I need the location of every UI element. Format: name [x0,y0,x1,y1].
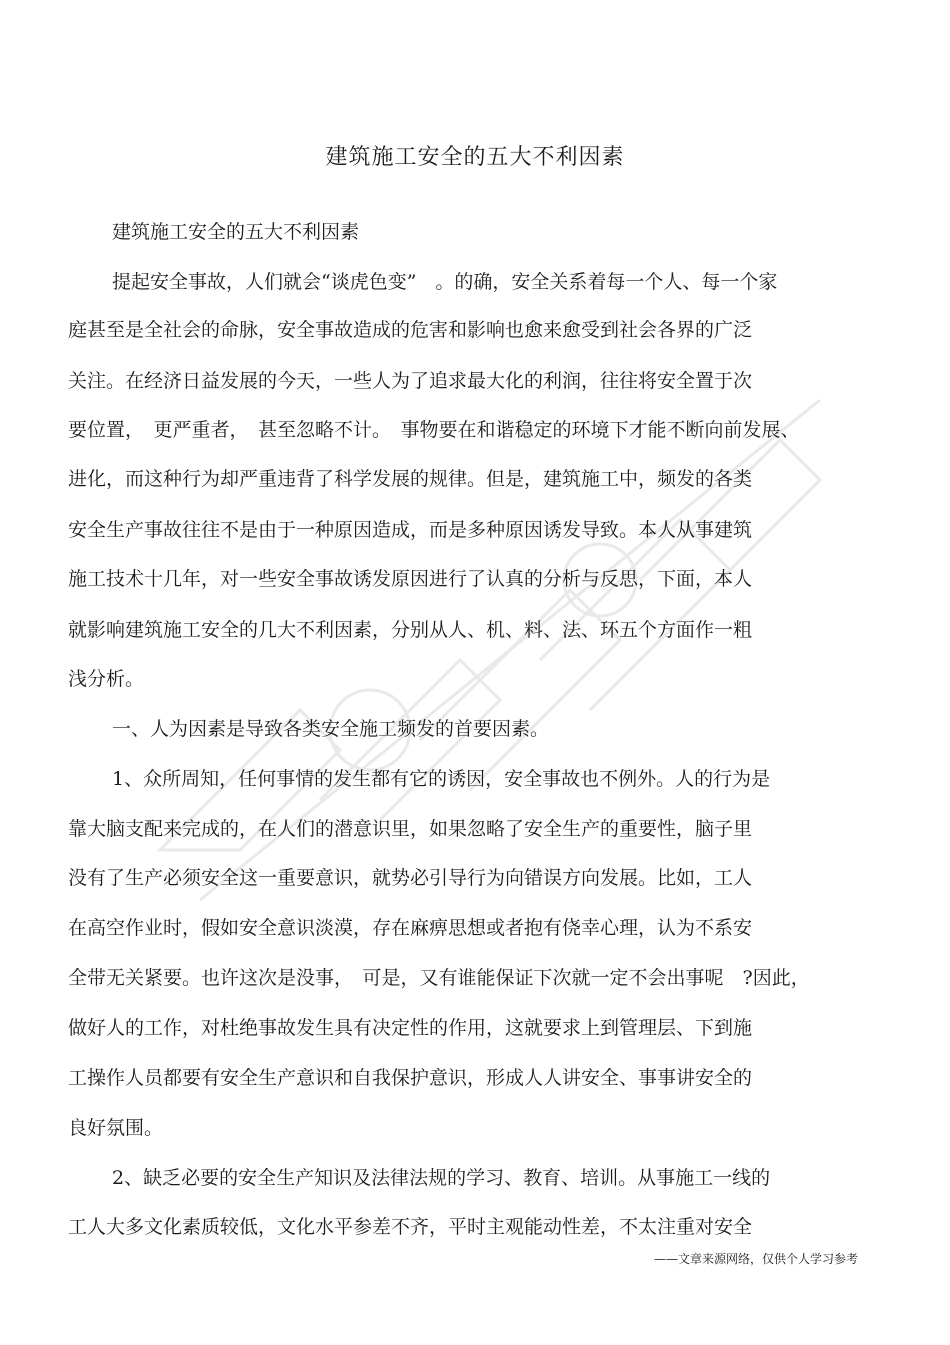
text-line: 就影响建筑施工安全的几大不利因素，分别从人、机、料、法、环五个方面作一粗 [68,619,753,641]
text-line: 做好人的工作，对杜绝事故发生具有决定性的作用，这就要求上到管理层、下到施 [68,1017,753,1039]
page-title: 建筑施工安全的五大不利因素 [325,145,625,170]
text-line: 浅分析。 [68,668,145,690]
text-line: 一、人为因素是导致各类安全施工频发的首要因素。 [112,718,550,740]
text-line: 建筑施工安全的五大不利因素 [112,221,360,243]
text-line: 施工技术十几年，对一些安全事故诱发原因进行了认真的分析与反思，下面，本人 [68,568,753,590]
text-line: 庭甚至是全社会的命脉，安全事故造成的危害和影响也愈来愈受到社会各界的广泛 [68,319,753,341]
text-line: 安全生产事故往往不是由于一种原因造成，而是多种原因诱发导致。本人从事建筑 [68,519,753,541]
text-line: 进化，而这种行为却严重违背了科学发展的规律。但是，建筑施工中，频发的各类 [68,468,753,490]
text-line: 2、缺乏必要的安全生产知识及法律法规的学习、教育、培训。从事施工一线的 [112,1167,771,1189]
text-line: 全带无关紧要。也许这次是没事， 可是，又有谁能保证下次就一定不会出事呢 ?因此， [68,967,810,989]
text-line: 没有了生产必须安全这一重要意识，就势必引导行为向错误方向发展。比如，工人 [68,867,753,889]
source-footnote: ——文章来源网络，仅供个人学习参考 [653,1252,858,1266]
text-line: 靠大脑支配来完成的，在人们的潜意识里，如果忽略了安全生产的重要性，脑子里 [68,818,753,840]
text-line: 1、众所周知，任何事情的发生都有它的诱因，安全事故也不例外。人的行为是 [112,768,771,790]
text-line: 良好氛围。 [68,1117,164,1139]
text-line: 工人大多文化素质较低，文化水平参差不齐，平时主观能动性差，不太注重对安全 [68,1216,753,1238]
text-line: 要位置， 更严重者， 甚至忽略不计。 事物要在和谐稳定的环境下才能不断向前发展、 [68,419,800,441]
text-line: 工操作人员都要有安全生产意识和自我保护意识，形成人人讲安全、事事讲安全的 [68,1067,753,1089]
text-line: 关注。在经济日益发展的今天，一些人为了追求最大化的利润，往往将安全置于次 [68,370,753,392]
text-line: 在高空作业时，假如安全意识淡漠，存在麻痹思想或者抱有侥幸心理，认为不系安 [68,917,753,939]
text-line: 提起安全事故，人们就会“谈虎色变” 。的确，安全关系着每一个人、每一个家 [112,271,778,293]
